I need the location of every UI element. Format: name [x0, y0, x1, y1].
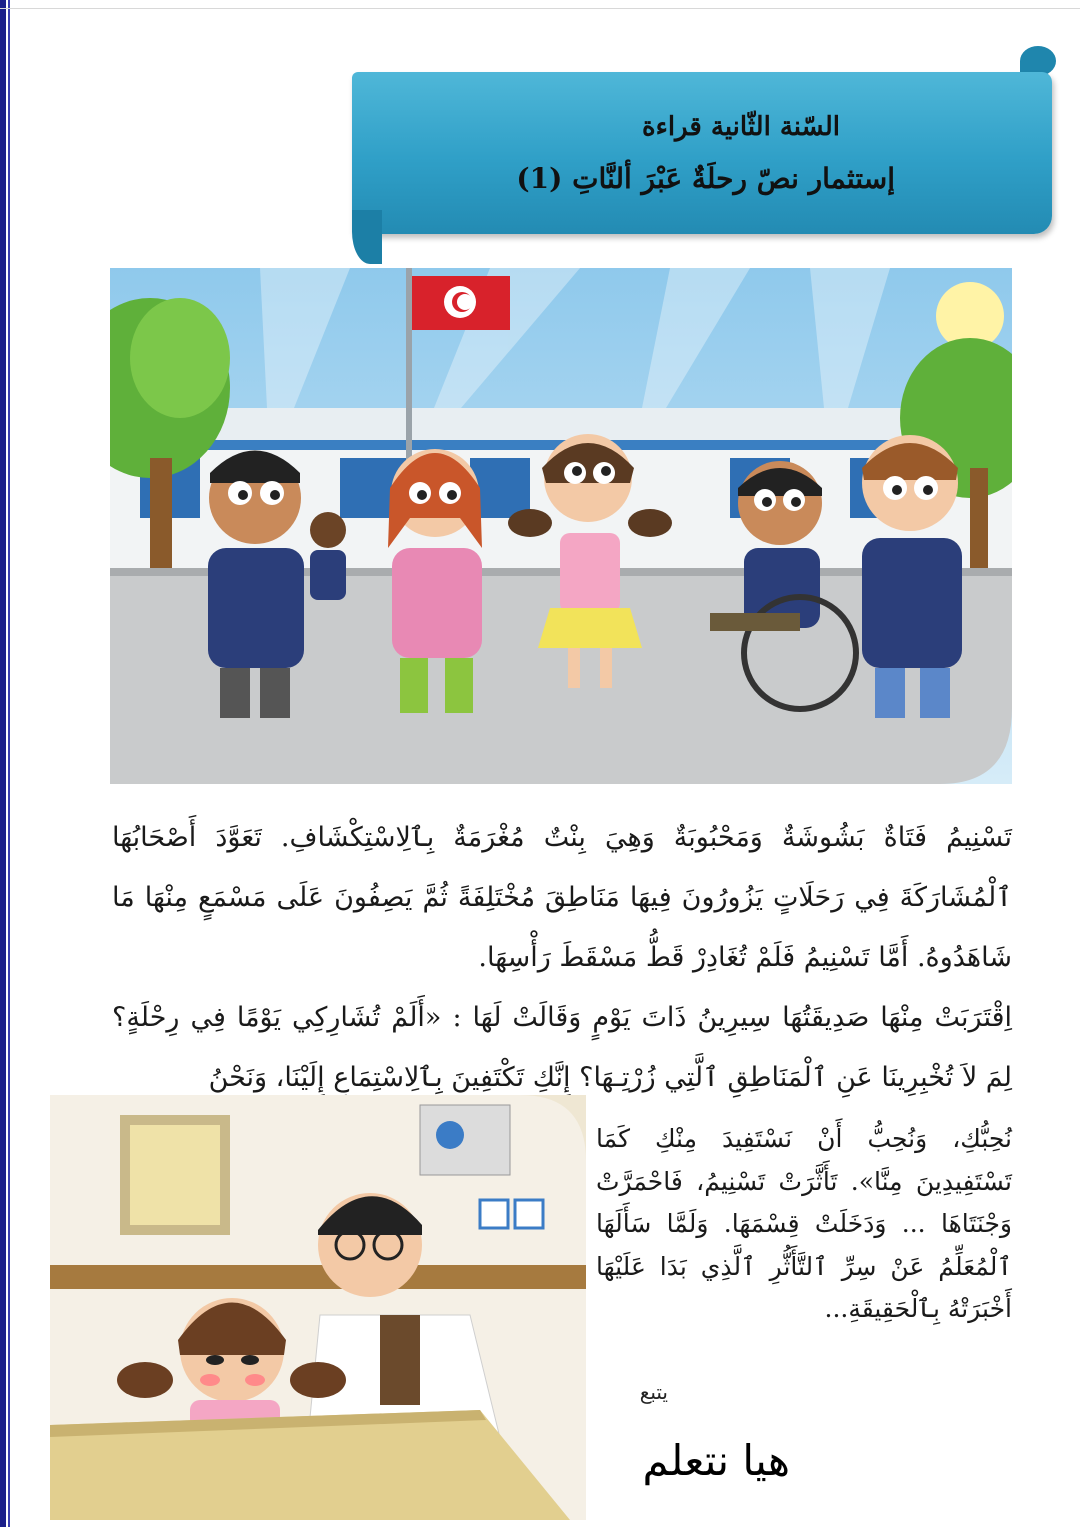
story-text-2: اِقْتَرَبَتْ مِنْهَا صَدِيقَتُهَا سِيرِينُ ذَاتَ يَوْمٍ وَقَالَتْ لَهَا : «أَلَمْ تُشَارِكِي يَوْمًا فِي رِحْلَةٍ؟ لِمَ لاَ تُخْبِرِينَا عَنِ ٱلْمَنَاطِقِ ٱلَّتِي زُرْتِـهَا؟ إِنَّكِ تَكْتَفِينَ بِٱلِاسْتِمَاعِ إِلَيْنَا، وَنَحْنُ	[112, 1002, 1012, 1093]
title-banner	[352, 72, 1052, 234]
story-text-1: تَسْنِيمُ فَتَاةٌ بَشُوشَةٌ وَمَحْبُوبَةٌ وَهِيَ بِنْتٌ مُغْرَمَةٌ بِٱلِاسْتِكْشَافِ. تَعَوَّدَ أَصْحَابُهَا ٱلْمُشَارَكَةَ فِي رَحَلَاتٍ يَزُورُونَ فِيهَا مَنَاطِقَ مُخْتَلِفَةً ثُمَّ يَصِفُونَ عَلَى مَسْمَعٍ مِنْهَا مَا شَاهَدُوهُ. أَمَّا تَسْنِيمُ فَلَمْ تُغَادِرْ قَطُّ مَسْقَطَ رَأْسِهَا.	[112, 822, 1012, 973]
page-left-border-inner	[8, 0, 10, 1527]
page-top-rule	[0, 8, 1080, 9]
banner-curl-left	[352, 210, 382, 264]
story-paragraph-3: نُحِبُّكِ، وَنُحِبُّ أَنْ نَسْتَفِيدَ مِنْكِ كَمَا تَسْتَفِيدِينَ مِنَّا». تَأَثَّرَتْ تَسْنِيمُ، فَاحْمَرَّتْ وَجْنَتَاهَا ... وَدَخَلَتْ قِسْمَهَا. وَلَمَّا سَأَلَهَا ٱلْمُعَلِّمُ عَنْ سِرِّ ٱلتَّأَثُّرِ ٱلَّذِي بَدَا عَلَيْهَا أَخْبَرَتْهُ بِٱلْحَقِيقَةِ...	[596, 1124, 1012, 1323]
page-left-border	[0, 0, 6, 1527]
schoolyard-illustration	[110, 268, 1012, 784]
story-paragraph-1	[112, 808, 1012, 1108]
lesson-title: إستثمار نصّ رحلَةٌ عَبْرَ ألنَّاتِ (1)	[516, 162, 895, 195]
grade-and-subject: السّنة الثّانية قراءة	[641, 112, 840, 142]
classroom-illustration	[50, 1095, 586, 1520]
handwritten-note: هيا نتعلم	[642, 1436, 790, 1485]
continued-label: يتبع	[639, 1380, 668, 1404]
